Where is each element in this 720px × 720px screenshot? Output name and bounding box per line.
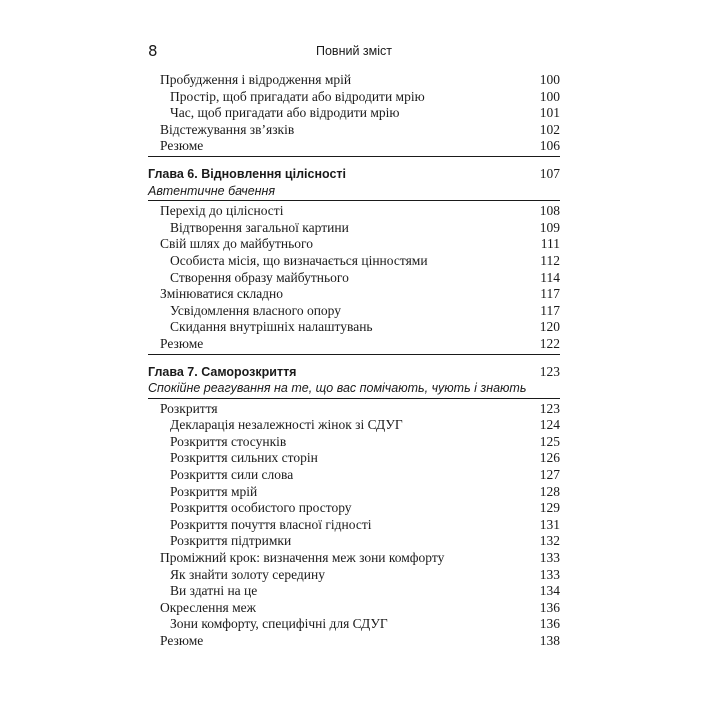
section-divider — [148, 353, 560, 356]
toc-entry-page: 133 — [539, 566, 560, 582]
toc-entry-title: Розкриття мрій — [170, 483, 258, 499]
page-number: 8 — [148, 42, 158, 60]
toc-entry-page: 132 — [539, 533, 560, 549]
toc-entry-row — [148, 270, 560, 287]
toc-entry-title: Час, щоб пригадати або відродити мрію — [170, 105, 400, 121]
toc-entry-title: Глава 7. Саморозкриття — [148, 364, 297, 379]
toc-entry-title: Ви здатні на це — [170, 583, 258, 599]
toc-entry-row — [148, 220, 560, 237]
toc-chapter-subtitle — [148, 183, 560, 200]
toc-entry-page: 107 — [539, 165, 560, 181]
toc-entry-title: Проміжний крок: визначення меж зони комфорту — [160, 550, 445, 566]
toc-entry-page: 127 — [539, 467, 560, 483]
toc-entry-title: Створення образу майбутнього — [170, 269, 349, 285]
toc-entry-title: Розкриття особистого простору — [170, 500, 352, 516]
toc-entry-title: Розкриття почуття власної гідності — [170, 516, 372, 532]
toc-chapter-row — [148, 166, 560, 183]
toc-entry-title: Декларація незалежності жінок зі СДУГ — [170, 417, 403, 433]
toc-entry-row — [148, 484, 560, 501]
toc-entry-page: 126 — [539, 450, 560, 466]
toc-entry-page: 102 — [539, 121, 560, 137]
toc-entry-row — [148, 600, 560, 617]
toc-entry-row — [148, 319, 560, 336]
toc-entry-row — [148, 253, 560, 270]
toc-entry-row — [148, 336, 560, 353]
toc-entry-page: 106 — [539, 138, 560, 154]
toc-entry-title: Спокійне реагування на те, що вас помічають, чують і знають — [148, 381, 527, 396]
toc-entry-page: 120 — [539, 319, 560, 335]
toc-entry-title: Розкриття стосунків — [170, 433, 287, 449]
toc-chapter-row — [148, 364, 560, 381]
toc-entry-page: 134 — [539, 583, 560, 599]
toc-entry-row — [148, 122, 560, 139]
toc-entry-page: 108 — [539, 203, 560, 219]
toc-entry-page: 114 — [540, 269, 560, 285]
toc-entry-page: 133 — [539, 550, 560, 566]
toc-entry-title: Резюме — [160, 138, 204, 154]
toc-entry-row — [148, 633, 560, 650]
chapter-separator — [148, 158, 560, 166]
toc-entry-row — [148, 583, 560, 600]
toc-entry-page: 122 — [539, 335, 560, 351]
toc-entry-title: Пробудження і відродження мрій — [160, 72, 352, 87]
section-divider — [148, 155, 560, 158]
toc-entry-row — [148, 401, 560, 418]
toc-entry-title: Особиста місія, що визначається цінностями — [170, 252, 428, 268]
toc-entry-page: 100 — [539, 88, 560, 104]
toc-entry-title: Автентичне бачення — [148, 183, 276, 198]
toc-entry-title: Змінюватися складно — [160, 286, 284, 302]
toc-entry-page: 123 — [539, 363, 560, 379]
toc-entry-title: Відстежування зв’язків — [160, 121, 295, 137]
toc-entry-row — [148, 467, 560, 484]
toc-entry-row — [148, 89, 560, 106]
chapter-separator — [148, 356, 560, 364]
toc-entry-page: 138 — [539, 633, 560, 648]
toc-entry-page: 100 — [539, 72, 560, 87]
toc-entry-row — [148, 286, 560, 303]
toc-entry-title: Розкриття сили слова — [170, 467, 294, 483]
toc-entry-page: 112 — [540, 252, 560, 268]
toc-entry-title: Зони комфорту, специфічні для СДУГ — [170, 616, 388, 632]
toc-entry-title: Свій шлях до майбутнього — [160, 236, 313, 252]
toc-entry-title: Скидання внутрішніх налаштувань — [170, 319, 373, 335]
toc-entry-row — [148, 500, 560, 517]
toc-entry-row — [148, 616, 560, 633]
toc-entry-row — [148, 517, 560, 534]
toc-entry-page: 117 — [540, 302, 560, 318]
toc-entry-title: Окреслення меж — [160, 599, 257, 615]
toc-entry-row — [148, 550, 560, 567]
toc-entry-page: 129 — [539, 500, 560, 516]
toc-entry-title: Як знайти золоту середину — [170, 566, 325, 582]
toc-entry-page: 136 — [539, 599, 560, 615]
toc-entry-title: Глава 6. Відновлення цілісності — [148, 166, 347, 181]
toc-entry-row — [148, 533, 560, 550]
toc-entry-row — [148, 236, 560, 253]
toc-entry-page: 101 — [539, 105, 560, 121]
running-title: Повний зміст — [316, 44, 392, 58]
toc-entry-page: 128 — [539, 483, 560, 499]
toc-entry-page: 125 — [539, 433, 560, 449]
table-of-contents — [148, 72, 560, 650]
toc-entry-row — [148, 138, 560, 155]
toc-entry-row — [148, 434, 560, 451]
toc-entry-title: Перехід до цілісності — [160, 203, 284, 219]
toc-entry-title: Розкриття підтримки — [170, 533, 292, 549]
toc-entry-page: 131 — [539, 516, 560, 532]
toc-entry-row — [148, 567, 560, 584]
toc-entry-title: Розкриття сильних сторін — [170, 450, 318, 466]
toc-entry-page: 111 — [540, 236, 560, 252]
toc-chapter-subtitle — [148, 380, 560, 397]
toc-entry-title: Усвідомлення власного опору — [170, 302, 341, 318]
toc-entry-page: 109 — [539, 219, 560, 235]
toc-entry-title: Резюме — [160, 633, 204, 648]
toc-entry-row — [148, 450, 560, 467]
toc-entry-row — [148, 417, 560, 434]
toc-entry-row — [148, 303, 560, 320]
toc-entry-row — [148, 203, 560, 220]
toc-entry-page: 117 — [540, 286, 560, 302]
toc-entry-title: Резюме — [160, 335, 204, 351]
toc-entry-row — [148, 105, 560, 122]
toc-entry-page: 123 — [539, 400, 560, 416]
toc-entry-page: 124 — [539, 417, 560, 433]
toc-entry-title: Простір, щоб пригадати або відродити мрію — [170, 88, 425, 104]
toc-entry-page: 136 — [539, 616, 560, 632]
toc-entry-row — [148, 72, 560, 89]
page-header — [148, 42, 560, 62]
toc-entry-title: Відтворення загальної картини — [170, 219, 349, 235]
toc-entry-title: Розкриття — [160, 400, 218, 416]
